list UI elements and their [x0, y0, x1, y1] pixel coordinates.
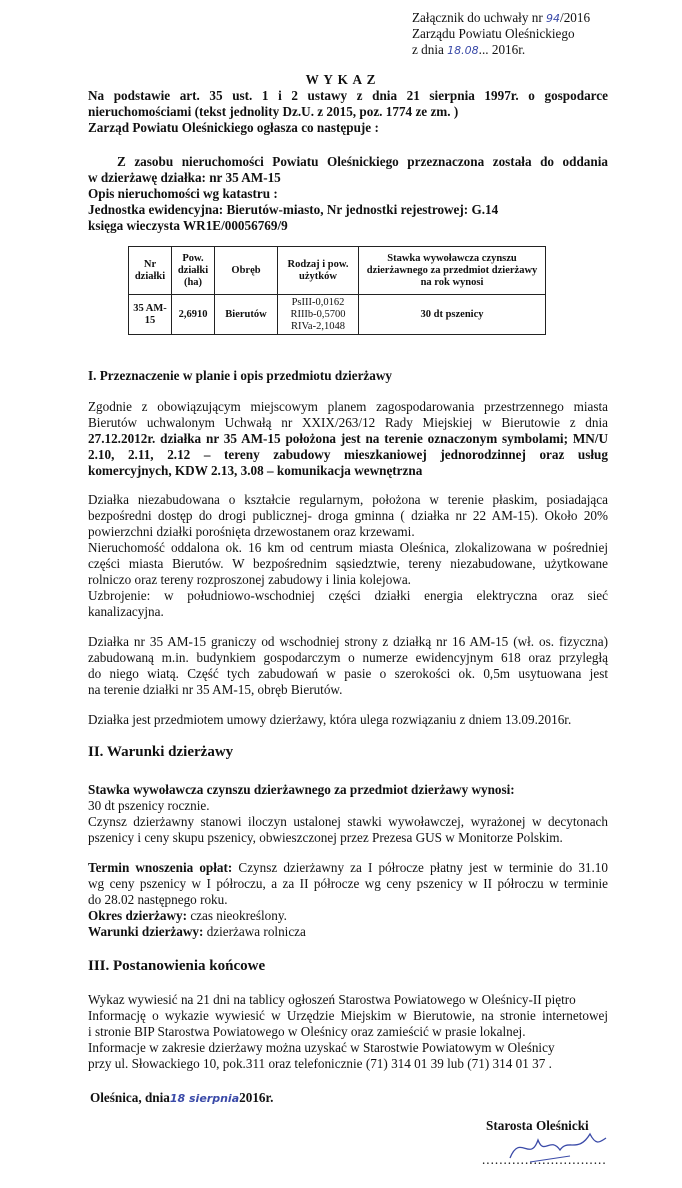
property-line-3: Opis nieruchomości wg katastru :	[88, 186, 278, 201]
rate-label: Stawka wywoławcza czynszu dzierżawnego za przedmiot dzierżawy wynosi:	[88, 782, 515, 797]
th-obreb: Obręb	[215, 247, 278, 295]
s1p2-line: kanalizacyjna.	[88, 604, 164, 619]
final-line: Informacje w zakresie dzierżawy można uzyskać w Starostwie Powiatowym w Oleśnicy	[88, 1040, 555, 1055]
signature-dots: .............................	[482, 1152, 607, 1167]
s1p1-line: Zgodnie z obowiązującym miejscowym planem zagospodarowania przestrzennego miasta	[88, 399, 608, 414]
s1p1-line: komercyjnych, KDW 2.13, 3.08 – komunikacja wewnętrzna	[88, 463, 423, 478]
s1p2-line: Uzbrojenie: w południowo-wschodniej części działki energia elektryczna oraz sieć	[88, 588, 608, 603]
document-title: W Y K A Z	[305, 72, 377, 87]
header-line-3: z dnia 18.08... 2016r.	[412, 42, 526, 57]
table-row	[129, 295, 546, 335]
term-line-1: Termin wnoszenia opłat: Czynsz dzierżawny za I półrocze płatny jest w terminie do 31.10	[88, 860, 608, 875]
uzytek-1: PsIII-0,0162	[291, 296, 345, 308]
property-line-5: księga wieczysta WR1E/00056769/9	[88, 218, 288, 233]
header-line-2: Zarządu Powiatu Oleśnickiego	[412, 26, 575, 41]
property-line-1: Z zasobu nieruchomości Powiatu Oleśnickiego przeznaczona została do oddania	[117, 154, 608, 169]
s1p2-line: Nieruchomość oddalona ok. 16 km od centrum miasta Oleśnica, zlokalizowana w pośredniej	[88, 540, 608, 555]
th-stawka: Stawka wywoławcza czynszu dzierżawnego za przedmiot dzierżawy na rok wynosi	[359, 247, 546, 295]
cell-area: 2,6910	[172, 295, 215, 335]
conditions-line: Warunki dzierżawy: dzierżawa rolnicza	[88, 924, 306, 939]
section2-heading: II. Warunki dzierżawy	[88, 744, 234, 760]
final-line: Informację o wykazie wywiesić w Urzędzie Miejskim w Bierutowie, na stronie internetowej	[88, 1008, 608, 1023]
place-date: Oleśnica, dnia18 sierpnia2016r.	[90, 1090, 274, 1105]
table-header-row	[129, 247, 546, 295]
th-nr: Nr działki	[129, 247, 172, 295]
s1p3-line: zabudowaną m.in. budynkiem gospodarczym o numerze ewidencyjnym 618 oraz przyległą	[88, 650, 608, 665]
s1p2-line: części miasta Bierutów. W bezpośrednim sąsiedztwie, tereny niezabudowane, użytkowane	[88, 556, 608, 571]
signer-title: Starosta Oleśnicki	[486, 1118, 589, 1133]
cell-uzytki	[278, 295, 359, 335]
final-line: przy ul. Słowackiego 10, pok.311 oraz telefonicznie (71) 314 01 39 lub (71) 314 01 37 .	[88, 1056, 552, 1071]
s1p3-line: na terenie działki nr 35 AM-15, obręb Bierutów.	[88, 682, 343, 697]
s1p3-line: do niego wiatą. Część tych zabudowań w pasie o szerokości ok. 0,5m usytuowana jest	[88, 666, 608, 681]
uzytek-3: RIVa-2,1048	[291, 320, 345, 332]
s1p4-line: Działka jest przedmiotem umowy dzierżawy, która ulega rozwiązaniu z dniem 13.09.2016r.	[88, 712, 572, 727]
s1p3-line: Działka nr 35 AM-15 graniczy od wschodniej strony z działką nr 16 AM-15 (wł. os. fizyczna)	[88, 634, 608, 649]
term-line-2: wg ceny pszenicy w I półroczu, a za II półrocze wg ceny pszenicy w II półroczu w terminie	[88, 876, 608, 891]
th-area: Pow. działki (ha)	[172, 247, 215, 295]
section1-heading: I. Przeznaczenie w planie i opis przedmiotu dzierżawy	[88, 368, 392, 383]
s1p1-line: 27.12.2012r. działka nr 35 AM-15 położona jest na terenie oznaczonym symbolami; MN/U	[88, 431, 608, 446]
rate-desc-line: pszenicy i ceny skupu pszenicy, obwieszczonej przez Prezesa GUS w Monitorze Polskim.	[88, 830, 563, 845]
handwritten-sign-date: 18 sierpnia	[169, 1092, 240, 1105]
property-line-2: w dzierżawę działka: nr 35 AM-15	[88, 170, 281, 185]
rate-value: 30 dt pszenicy rocznie.	[88, 798, 210, 813]
rate-desc-line: Czynsz dzierżawny stanowi iloczyn ustalonej stawki wywoławczej, wyrażonej w decytonach	[88, 814, 608, 829]
s1p2-line: rolniczo oraz tereny rozproszonej zabudowy i linia kolejowa.	[88, 572, 411, 587]
s1p1-line: 2.10, 2.11, 2.12 – tereny zabudowy mieszkaniowej jednorodzinnej oraz usług	[88, 447, 608, 462]
s1p2-line: powierzchni działki porośnięta drzewostanem oraz krzewami.	[88, 524, 415, 539]
handwritten-date: 18.08	[447, 44, 479, 57]
s1p2-line: bezpośredni dostęp do drogi publicznej- droga gminna ( działka nr 22 AM-15). Około 20%	[88, 508, 608, 523]
s1p1-line: Bierutów uchwalonym Uchwałą nr XXIX/263/12 Rady Miejskiej w Bierutowie z dnia	[88, 415, 608, 430]
plot-table	[128, 246, 546, 335]
cell-obreb: Bierutów	[215, 295, 278, 335]
final-line: i stronie BIP Starostwa Powiatowego w Oleśnicy oraz zamieścić w prasie lokalnej.	[88, 1024, 526, 1039]
intro-line-1: Na podstawie art. 35 ust. 1 i 2 ustawy z dnia 21 sierpnia 1997r. o gospodarce	[88, 88, 608, 103]
period-line: Okres dzierżawy: czas nieokreślony.	[88, 908, 287, 923]
header-line-1: Załącznik do uchwały nr 94/2016	[412, 10, 591, 25]
cell-stawka: 30 dt pszenicy	[359, 295, 546, 335]
cell-nr: 35 AM-15	[129, 295, 172, 335]
uzytek-2: RIIIb-0,5700	[290, 308, 346, 320]
intro-line-2: nieruchomościami (tekst jednolity Dz.U. z 2015, poz. 1774 ze zm. )	[88, 104, 459, 119]
final-line: Wykaz wywiesić na 21 dni na tablicy ogłoszeń Starostwa Powiatowego w Oleśnicy-II piętro	[88, 992, 576, 1007]
handwritten-resolution-number: 94	[546, 12, 561, 25]
th-uzytki: Rodzaj i pow. użytków	[278, 247, 359, 295]
term-line-3: do 28.02 następnego roku.	[88, 892, 228, 907]
intro-line-3: Zarząd Powiatu Oleśnickiego ogłasza co następuje :	[88, 120, 379, 135]
property-line-4: Jednostka ewidencyjna: Bierutów-miasto, Nr jednostki rejestrowej: G.14	[88, 202, 499, 217]
s1p2-line: Działka niezabudowana o kształcie regularnym, położona w terenie płaskim, posiadająca	[88, 492, 608, 507]
section3-heading: III. Postanowienia końcowe	[88, 958, 266, 974]
